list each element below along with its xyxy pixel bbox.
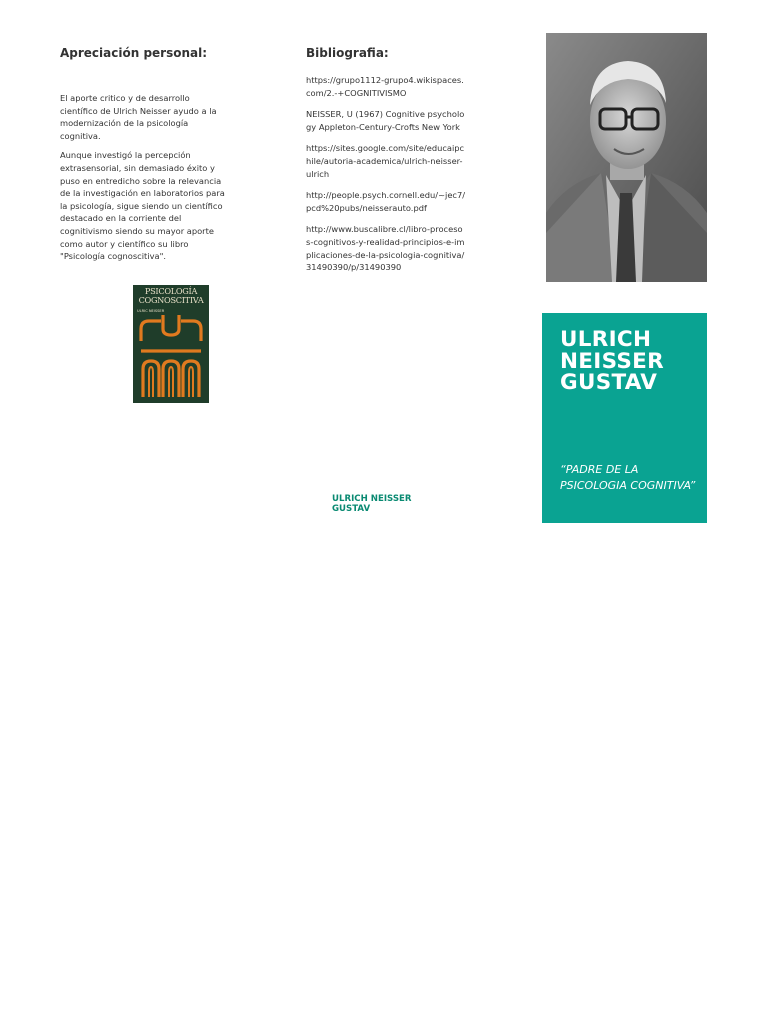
footer-name-line-2: GUSTAV — [332, 504, 371, 514]
panel-title-line-2: NEISSER — [560, 348, 665, 374]
portrait-illustration — [546, 33, 707, 282]
book-cover-title-line-2: COGNOSCITIVA — [138, 295, 204, 305]
bibliography-item[interactable]: http://people.psych.cornell.edu/~jec7/pcd%20pubs/neisserauto.pdf — [306, 190, 466, 213]
footer-name-line-1: ULRICH NEISSER — [332, 494, 412, 504]
bibliography-item[interactable]: https://grupo1112-grupo4.wikispaces.com/2.-+COGNITIVISMO — [306, 75, 464, 98]
personal-appreciation-heading: Apreciación personal: — [60, 46, 208, 60]
bibliography-item[interactable]: http://www.buscalibre.cl/libro-procesos-cognitivos-y-realidad-principios-e-implicaciones-de-la-psicologia-cognitiva/31490390/p/31490390 — [306, 224, 465, 273]
personal-appreciation-section — [60, 46, 228, 270]
book-cover-title — [133, 287, 209, 305]
panel-subtitle: “PADRE DE LA PSICOLOGIA COGNITIVA” — [560, 463, 696, 492]
footer-name — [332, 494, 442, 514]
bibliography-item: NEISSER, U (1967) Cognitive psychology Appleton-Century-Crofts New York — [306, 109, 465, 132]
appreciation-paragraph-2: Aunque investigó la percepción extrasensorial, sin demasiado éxito y puso en entredicho sobre la relevancia de la investigación en laboratorios para la psicología, sigue siendo un científico destacado en la corriente del cognitivismo siendo su mayor aporte como autor y científico su libro "Psicología cognoscitiva". — [60, 150, 225, 262]
bibliography-section — [306, 46, 466, 283]
appreciation-paragraph-1: El aporte critico y de desarrollo científico de Ulrich Neisser ayudo a la modernización de la psicología cognitiva. — [60, 93, 217, 141]
book-cover-author: ULRIC NEISSER — [137, 309, 165, 313]
panel-title — [560, 329, 705, 394]
bibliography-heading: Bibliografia: — [306, 46, 389, 60]
bibliography-item[interactable]: https://sites.google.com/site/educaipchile/autoria-academica/ulrich-neisser-ulrich — [306, 143, 465, 179]
title-panel — [542, 313, 707, 523]
book-cover-title-line-1: PSICOLOGÍA — [144, 286, 198, 296]
portrait-photo — [546, 33, 707, 282]
panel-title-line-3: GUSTAV — [560, 370, 658, 395]
book-cover-image — [133, 285, 209, 403]
panel-title-line-1: ULRICH — [560, 327, 652, 352]
